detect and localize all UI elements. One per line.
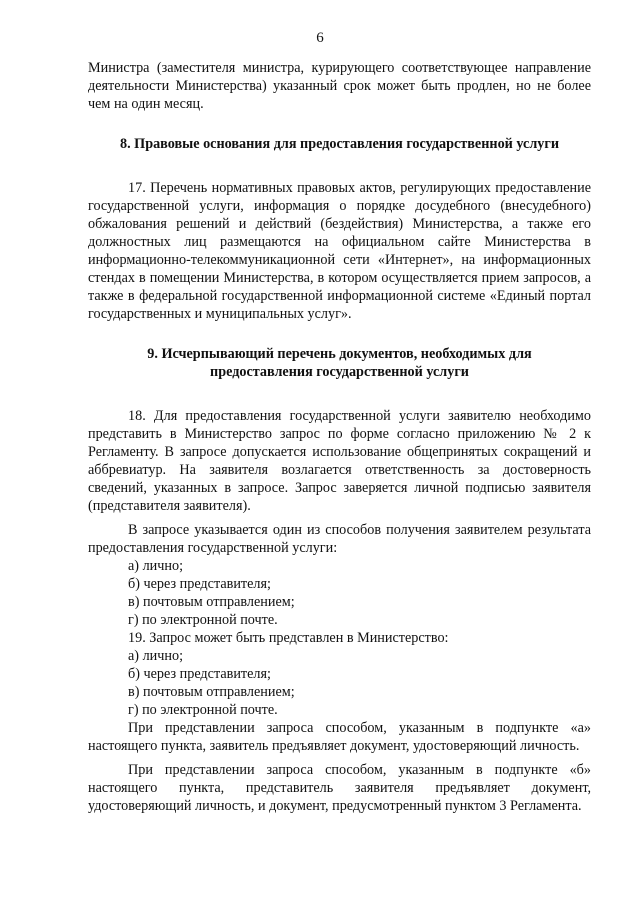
list-item: г) по электронной почте. [128,702,278,718]
section-heading-8: 8. Правовые основания для предоставления государственной услуги [119,136,560,152]
section-heading-9: 9. Исчерпывающий перечень документов, необходимых для предоставления государственной услуги [147,346,532,380]
list-item: а) лично; [128,648,184,664]
paragraph-19: 19. Запрос может быть представлен в Министерство: [128,630,449,646]
list-item: г) по электронной почте. [128,612,278,628]
paragraph-18-methods: В запросе указывается один из способов получения заявителем результата предоставления государственной услуги: [88,522,591,556]
document-body [88,59,591,815]
paragraph-19-b: При представлении запроса способом, указанным в подпункте «б» настоящего пункта, представитель заявителя предъявляет документ, удостоверяющий личность, и документ, предусмотренный пунктом 3 Регламента. [88,762,591,814]
list-item: а) лично; [128,558,184,574]
paragraph-17: 17. Перечень нормативных правовых актов, регулирующих предоставление государственной услуги, информация о порядке досудебного (внесудебного) обжалования решений и действий (бездействия) Министерства, а также его должностных лиц размещаются на официальном сайте Министерства в информационно-телекоммуникационной сети «Интернет», на информационных стендах в помещении Министерства, в котором осуществляется прием запросов, а также в федеральной государственной информационной системе «Единый портал государственных и муниципальных услуг». [88,180,591,322]
list-item: в) почтовым отправлением; [128,684,295,700]
paragraph-18: 18. Для предоставления государственной услуги заявителю необходимо представить в Министерство запрос по форме согласно приложению № 2 к Регламенту. В запросе допускается использование общепринятых сокращений и аббревиатур. На заявителя возлагается ответственность за достоверность сведений, указанных в запросе. Запрос заверяется личной подписью заявителя (представителя заявителя). [88,408,591,514]
list-item: б) через представителя; [128,666,271,682]
paragraph-19-a: При представлении запроса способом, указанным в подпункте «а» настоящего пункта, заявитель предъявляет документ, удостоверяющий личность. [88,720,591,754]
paragraph-continuation: Министра (заместителя министра, курирующего соответствующее направление деятельности Министерства) указанный срок может быть продлен, но не более чем на один месяц. [88,60,591,112]
page-number: 6 [316,30,324,46]
list-item: б) через представителя; [128,576,271,592]
list-item: в) почтовым отправлением; [128,594,295,610]
